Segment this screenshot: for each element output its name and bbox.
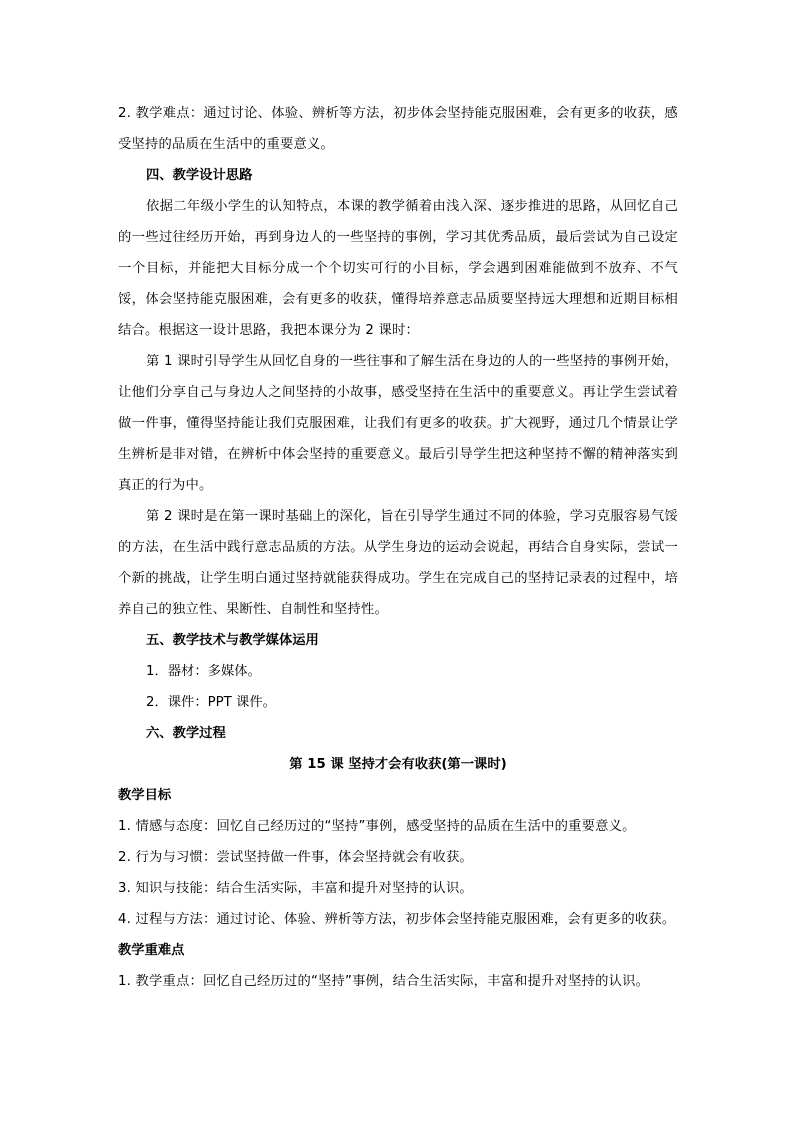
media-item-courseware: 2．课件：PPT 课件。 [146,695,276,710]
design-paragraph-1: 依据二年级小学生的认知特点，本课的教学循着由浅入深、逐步推进的思路，从回忆自己的一些过往经历开始，再到身边人的一些坚持的事例，学习其优秀品质，最后尝试为自己设定一个目标，并能把大目标分成一个个切实可行的小目标，学会遇到困难能做到不放弃、不气馁，体会坚持能克服困难，会有更多的收获，懂得培养意志品质要坚持远大理想和近期目标相结合。根据这一设计思路，我把本课分为 2 课时： [118,199,678,338]
key-points-heading: 教学重难点 [118,943,185,958]
goals-heading: 教学目标 [118,788,172,803]
lesson-title: 第 15 课 坚持才会有收获(第一课时) [289,757,507,772]
goal-item: 2. 行为与习惯：尝试坚持做一件事，体会坚持就会有收获。 [118,850,473,865]
goal-item: 3. 知识与技能：结合生活实际，丰富和提升对坚持的认识。 [118,881,473,896]
media-item-equipment: 1．器材：多媒体。 [146,664,261,679]
document-page [118,98,678,997]
goal-item: 1. 情感与态度：回忆自己经历过的“坚持”事例，感受坚持的品质在生活中的重要意义。 [118,819,636,834]
goal-item: 4. 过程与方法：通过讨论、体验、辨析等方法，初步体会坚持能克服困难，会有更多的收获。 [118,912,676,927]
design-paragraph-2: 第 1 课时引导学生从回忆自身的一些往事和了解生活在身边的人的一些坚持的事例开始，让他们分享自己与身边人之间坚持的小故事，感受坚持在生活中的重要意义。再让学生尝试着做一件事，懂得坚持能让我们克服困难，让我们有更多的收获。扩大视野，通过几个情景让学生辨析是非对错，在辨析中体会坚持的重要意义。最后引导学生把这种坚持不懈的精神落实到真正的行为中。 [118,354,678,493]
section-6-heading: 六、教学过程 [146,726,226,741]
key-point-item: 1. 教学重点：回忆自己经历过的“坚持”事例，结合生活实际，丰富和提升对坚持的认识。 [118,974,650,989]
teaching-difficulty: 2. 教学难点：通过讨论、体验、辨析等方法，初步体会坚持能克服困难，会有更多的收获，感受坚持的品质在生活中的重要意义。 [118,106,678,152]
section-4-heading: 四、教学设计思路 [146,168,253,183]
section-5-heading: 五、教学技术与教学媒体运用 [146,633,319,648]
design-paragraph-3: 第 2 课时是在第一课时基础上的深化，旨在引导学生通过不同的体验，学习克服容易气馁的方法，在生活中践行意志品质的方法。从学生身边的运动会说起，再结合自身实际，尝试一个新的挑战，让学生明白通过坚持就能获得成功。学生在完成自己的坚持记录表的过程中，培养自己的独立性、果断性、自制性和坚持性。 [118,509,678,617]
